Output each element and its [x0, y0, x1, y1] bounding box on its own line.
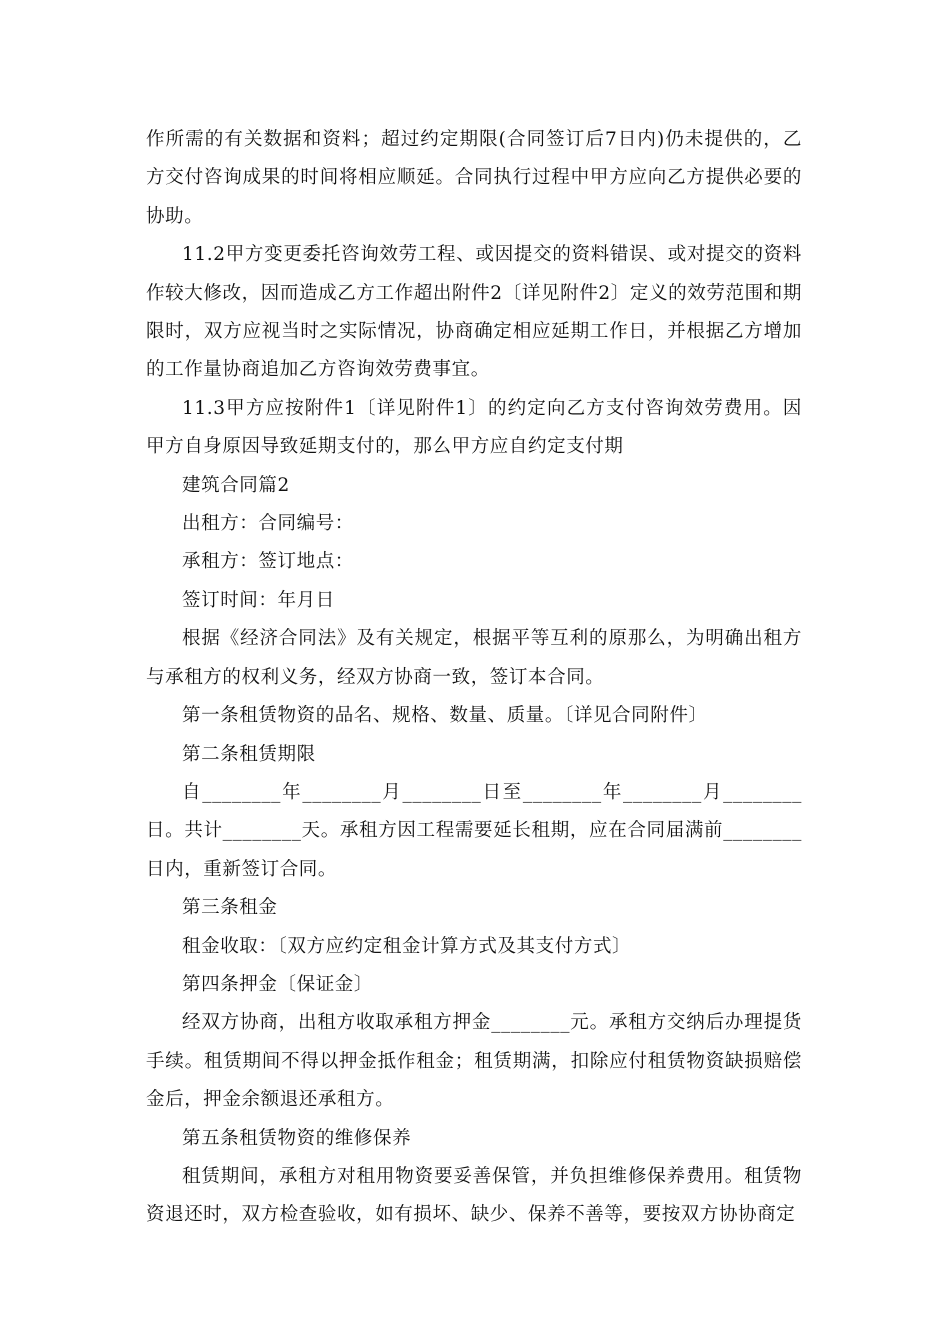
article-4-heading: 第四条押金〔保证金〕 — [182, 973, 374, 995]
article-5-body: 租赁期间，承租方对租用物资要妥善保管，并负担维修保养费用。租赁物资退还时，双方检查验收，如有损坏、缺少、保养不善等，要按双方协协商定 — [146, 1165, 802, 1226]
article-1: 第一条租赁物资的品名、规格、数量、质量。〔详见合同附件〕 — [182, 705, 708, 727]
paragraph-data-provision: 作所需的有关数据和资料；超过约定期限(合同签订后7日内)仍未提供的，乙方交付咨询成果的时间将相应顺延。合同执行过程中甲方应向乙方提供必要的协助。 — [146, 129, 802, 227]
signing-date-line: 签订时间：年月日 — [182, 589, 335, 611]
article-2-heading: 第二条租赁期限 — [182, 743, 316, 765]
paragraph-clause-11-2: 11.2甲方变更委托咨询效劳工程、或因提交的资料错误、或对提交的资料作较大修改，因而造成乙方工作超出附件2〔详见附件2〕定义的效劳范围和期限时，双方应视当时之实际情况，协商确定相应延期工作日，并根据乙方增加的工作量协商追加乙方咨询效劳费事宜。 — [146, 244, 802, 381]
paragraph-preamble: 根据《经济合同法》及有关规定，根据平等互利的原那么，为明确出租方与承租方的权利义务，经双方协商一致，签订本合同。 — [146, 628, 802, 688]
lessee-line: 承租方：签订地点： — [182, 551, 354, 573]
lessor-line: 出租方：合同编号： — [182, 513, 354, 535]
paragraph-clause-11-3: 11.3甲方应按附件1〔详见附件1〕的约定向乙方支付咨询效劳费用。因甲方自身原因导致延期支付的，那么甲方应自约定支付期 — [146, 397, 802, 458]
document-body — [146, 121, 802, 1235]
article-3-body: 租金收取：〔双方应约定租金计算方式及其支付方式〕 — [182, 935, 632, 957]
article-3-heading: 第三条租金 — [182, 897, 278, 919]
article-2-body: 自________年________月________日至________年________月________日。共计________天。承租方因工程需要延长租期，应在合同届满前________日内，重新签订合同。 — [146, 781, 802, 880]
article-5-heading: 第五条租赁物资的维修保养 — [182, 1127, 412, 1149]
article-4-body: 经双方协商，出租方收取承租方押金________元。承租方交纳后办理提货手续。租赁期间不得以押金抵作租金；租赁期满，扣除应付租赁物资缺损赔偿金后，押金余额退还承租方。 — [146, 1012, 802, 1111]
section-title: 建筑合同篇2 — [182, 474, 290, 496]
